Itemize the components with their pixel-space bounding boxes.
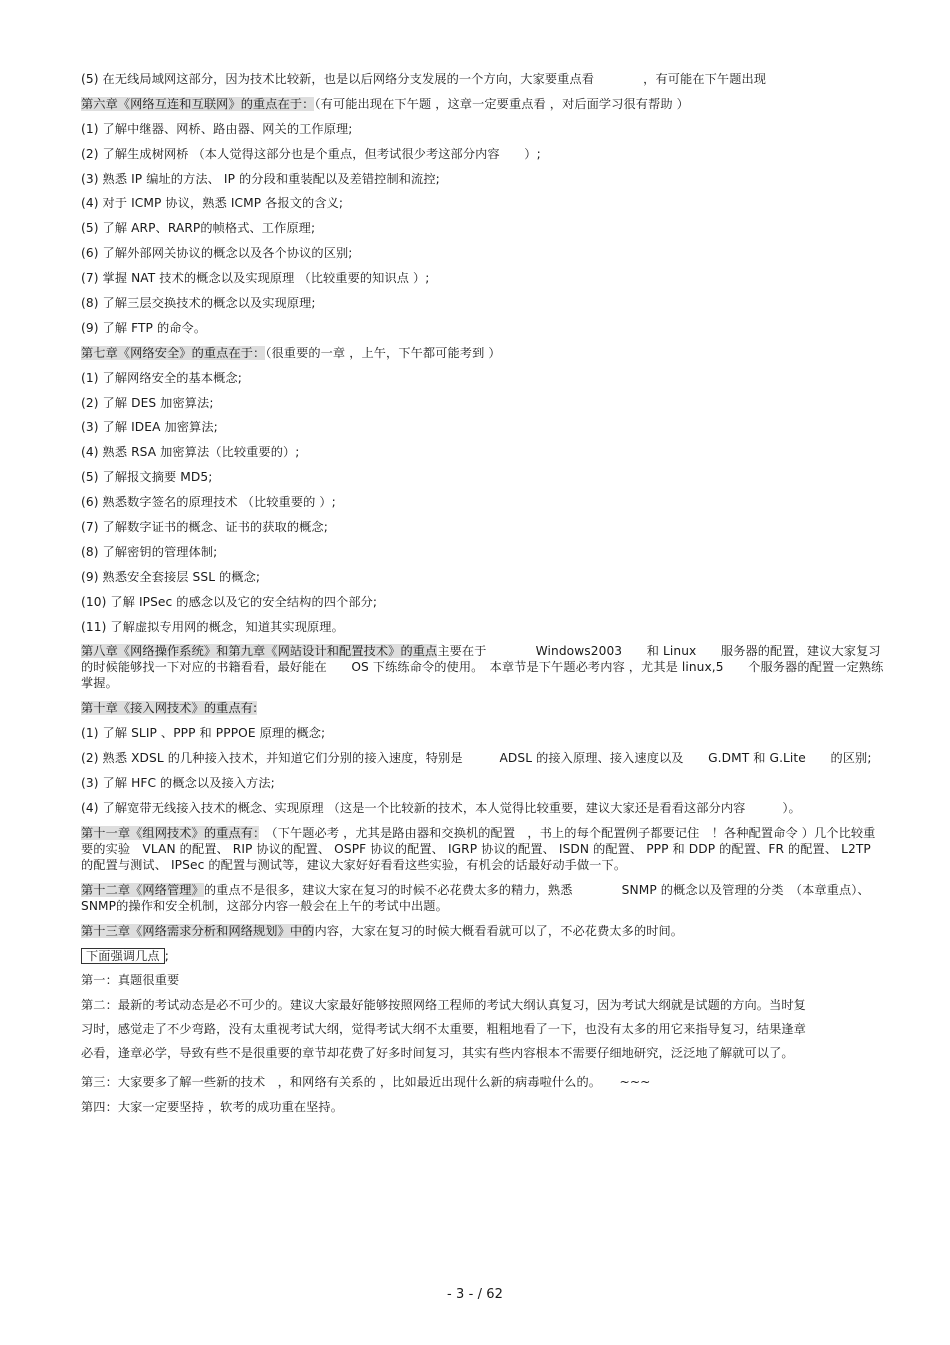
list-item: (6) 了解外部网关协议的概念以及各个协议的区别; bbox=[81, 246, 353, 261]
chapter10-title: 第十章《接入网技术》的重点有: bbox=[81, 701, 258, 716]
emphasis-heading bbox=[81, 948, 887, 964]
chapter11-title: 第十一章《组网技术》的重点有： bbox=[81, 825, 260, 840]
list-item: (1) 了解中继器、网桥、路由器、网关的工作原理; bbox=[81, 121, 353, 136]
point-item: 第四：大家一定要坚持 ，软考的成功重在坚持。 bbox=[81, 1100, 344, 1115]
point-item: 第一：真题很重要 bbox=[81, 973, 180, 988]
chapter13-text: 内容，大家在复习的时候大概看看就可以了，不必花费太多的时间。 bbox=[314, 923, 684, 938]
list-item: (8) 了解密钥的管理体制; bbox=[81, 544, 218, 559]
list-item: (9) 了解 FTP 的命令。 bbox=[81, 320, 207, 335]
emphasis-suffix: ; bbox=[164, 948, 169, 963]
page-number: - 3 - / 62 bbox=[446, 1287, 504, 1302]
list-item: (2) 熟悉 XDSL 的几种接入技术，并知道它们分别的接入速度，特别是 ADSL 的接入原理、接入速度以及 G.DMT 和 G.Lite 的区别; bbox=[81, 751, 872, 766]
list-item: (1) 了解 SLIP 、PPP 和 PPPOE 原理的概念; bbox=[81, 726, 326, 741]
list-item: (5) 了解 ARP、RARP的帧格式、工作原理; bbox=[81, 221, 316, 236]
list-item: (11) 了解虚拟专用网的概念，知道其实现原理。 bbox=[81, 619, 344, 634]
text-line: (5) 在无线局域网这部分，因为技术比较新，也是以后网络分支发展的一个方向，大家要重点看 ，有可能在下午题出现 bbox=[81, 72, 767, 86]
list-item: (2) 了解 DES 加密算法; bbox=[81, 395, 214, 410]
document-body bbox=[81, 71, 887, 1124]
chapter7-note: （很重要的一章 ，上午，下午都可能考到 ） bbox=[265, 345, 501, 360]
chapter6-note: （有可能出现在下午题 ，这章一定要重点看 ，对后面学习很有帮助 ） bbox=[314, 96, 689, 111]
list-item: (6) 熟悉数字签名的原理技术 （比较重要的 ）; bbox=[81, 495, 336, 510]
chapter10-heading bbox=[81, 700, 887, 716]
chapter11-paragraph bbox=[81, 825, 887, 873]
list-item: (9) 熟悉安全套接层 SSL 的概念; bbox=[81, 569, 261, 584]
list-item: (7) 了解数字证书的概念、证书的获取的概念; bbox=[81, 520, 328, 535]
list-item: (4) 熟悉 RSA 加密算法（比较重要的）; bbox=[81, 445, 300, 460]
chapter6-title: 第六章《网络互连和互联网》的重点在于： bbox=[81, 96, 315, 111]
list-item: (2) 了解生成树网桥 （本人觉得这部分也是个重点，但考试很少考这部分内容 ）; bbox=[81, 146, 541, 161]
chapter7-heading bbox=[81, 345, 887, 361]
chapter12-text: 的重点不是很多，建议大家在复习的时候不必花费太多的精力，熟悉 SNMP 的概念以及管理的分类 （本章重点）、SNMP的操作和安全机制，这部分内容一般会在上午的考试中出题。 bbox=[81, 882, 870, 913]
point-item: 第三：大家要多了解一些新的技术 ，和网络有关系的 ，比如最近出现什么新的病毒啦什么的。 ~~~ bbox=[81, 1075, 651, 1090]
list-item: (1) 了解网络安全的基本概念; bbox=[81, 370, 242, 385]
chapter8-title: 第八章《网络操作系统》和第九章《网站设计和配置技术》的重点 bbox=[81, 644, 438, 659]
list-item: (4) 了解宽带无线接入技术的概念、实现原理 （这是一个比较新的技术，本人觉得比较重要，建议大家还是看看这部分内容 ）。 bbox=[81, 800, 801, 815]
list-item: (4) 对于 ICMP 协议，熟悉 ICMP 各报文的含义; bbox=[81, 196, 344, 211]
list-item: (8) 了解三层交换技术的概念以及实现原理; bbox=[81, 296, 316, 311]
list-item: (3) 了解 HFC 的概念以及接入方法; bbox=[81, 776, 275, 791]
list-item: (5) 了解报文摘要 MD5; bbox=[81, 470, 213, 485]
chapter13-paragraph bbox=[81, 923, 887, 939]
point-item: 第二：最新的考试动态是必不可少的。建议大家最好能够按照网络工程师的考试大纲认真复习，因为考试大纲就是试题的方向。当时复习时，感觉走了不少弯路，没有太重视考试大纲，觉得考试大纲不太重要，粗粗地看了一下，也没有太多的用它来指导复习，结果逢章必看，逢章必学，导致有些不是很重要的章节却花费了好多时间复习，其实有些内容根本不需要仔细地研究，泛泛地了解就可以了。 bbox=[81, 998, 806, 1061]
chapter11-text: （下午题必考 ，尤其是路由器和交换机的配置 ，书上的每个配置例子都要记住 ！各种配置命令 ）几个比较重要的实验 VLAN 的配置、 RIP 协议的配置、 OSPF 协议的配置、 IGRP 协议的配置、 ISDN 的配置、 PPP 和 DDP 的配置、FR 的配置、 L2TP 的配置与测试、 IPSec 的配置与测试等，建议大家好好看看这些实验，有机会的话最好动手做一下。 bbox=[81, 825, 876, 872]
list-item: (3) 熟悉 IP 编址的方法、 IP 的分段和重装配以及差错控制和流控; bbox=[81, 171, 440, 186]
chapter12-title: 第十二章《网络管理》 bbox=[81, 882, 204, 897]
chapter12-paragraph bbox=[81, 882, 887, 914]
chapter8-text: 主要在于 Windows2003 和 Linux 服务器的配置，建议大家复习的时候能够找一下对应的书籍看看，最好能在 OS 下练练命令的使用。 本章节是下午题必考内容 ，尤其是 linux,5 个服务器的配置一定熟练掌握。 bbox=[81, 644, 884, 691]
list-item: (10) 了解 IPSec 的感念以及它的安全结构的四个部分; bbox=[81, 594, 378, 609]
list-item: (7) 掌握 NAT 技术的概念以及实现原理 （比较重要的知识点 ）; bbox=[81, 271, 430, 286]
list-item: (3) 了解 IDEA 加密算法; bbox=[81, 420, 218, 435]
chapter8-paragraph bbox=[81, 643, 887, 691]
chapter13-title: 第十三章《网络需求分析和网络规划》中的 bbox=[81, 923, 315, 938]
emphasis-label: 下面强调几点 bbox=[81, 948, 165, 964]
chapter7-title: 第七章《网络安全》的重点在于： bbox=[81, 345, 266, 360]
chapter6-heading bbox=[81, 96, 887, 112]
